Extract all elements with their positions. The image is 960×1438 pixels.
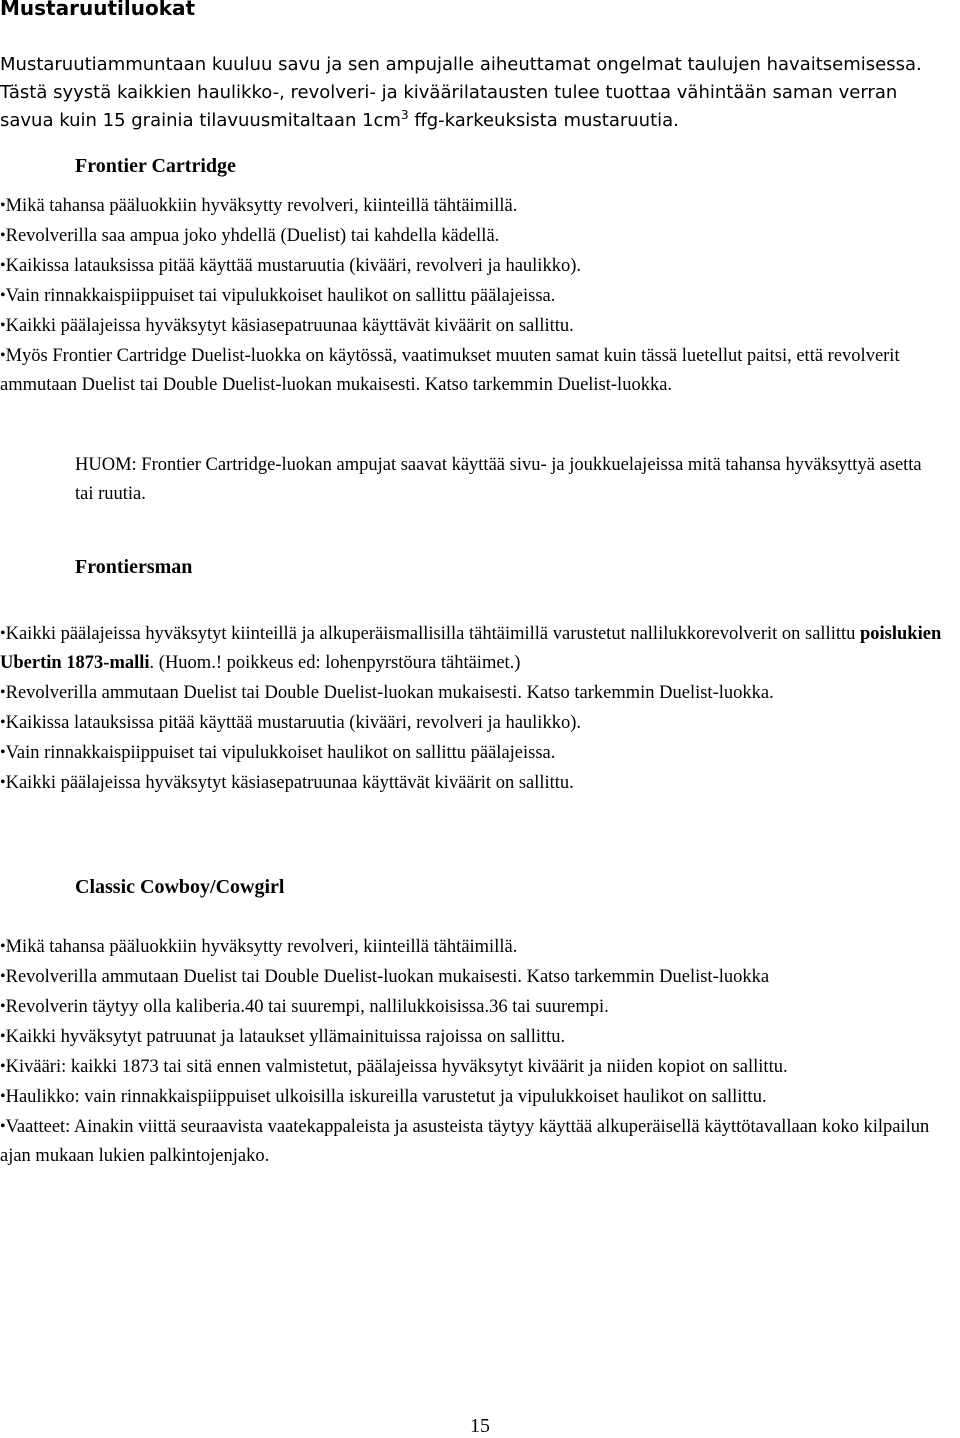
- list-item: [0, 251, 955, 281]
- list-item-text: Myös Frontier Cartridge Duelist-luokka on käytössä, vaatimukset muuten samat kuin tässä luetellut paitsi, että revolverit ammutaan Duelist tai Double Duelist-luokan mukaisesti. Katso tarkemmin Duelist-luokka.: [0, 346, 900, 395]
- intro-text-1: Mustaruutiammuntaan kuuluu savu ja sen ampujalle aiheuttamat ongelmat taulujen havaitsemisessa. Tästä syystä kaikkien haulikko-, revolveri- ja kiväärilatausten tulee tuottaa vähintään saman verran savua kuin 15 grainia tilavuusmitaltaan 1cm: [0, 54, 922, 131]
- bullet-icon: •: [0, 998, 6, 1015]
- page-number: 15: [470, 1415, 490, 1437]
- intro-paragraph: [0, 51, 955, 135]
- list-item: [0, 281, 955, 311]
- intro-superscript: 3: [400, 108, 409, 122]
- frontier-cartridge-list: [0, 191, 955, 400]
- bullet-icon: •: [0, 684, 6, 701]
- list-item: [0, 932, 955, 962]
- section-title-frontiersman: Frontiersman: [75, 556, 193, 578]
- list-item-text: Vain rinnakkaispiippuiset tai vipulukkoiset haulikot on sallittu päälajeissa.: [5, 743, 556, 763]
- list-item-text: Kaikissa latauksissa pitää käyttää mustaruutia (kivääri, revolveri ja haulikko).: [5, 713, 581, 733]
- list-item-text: Vaatteet: Ainakin viittä seuraavista vaatekappaleista ja asusteista täytyy käyttää alkuperäisellä käyttötavallaan koko kilpailun ajan mukaan lukien palkintojenjako.: [0, 1117, 930, 1166]
- list-item-text: Kaikki hyväksytyt patruunat ja lataukset yllämainituissa rajoissa on sallittu.: [5, 1027, 566, 1047]
- bullet-icon: •: [0, 774, 6, 791]
- list-item: [0, 992, 955, 1022]
- list-item: [0, 311, 955, 341]
- list-item: [0, 768, 955, 798]
- bullet-icon: •: [0, 317, 6, 334]
- list-item: [0, 191, 955, 221]
- list-item-text: Revolverin täytyy olla kaliberia.40 tai suurempi, nallilukkoisissa.36 tai suurempi.: [5, 997, 609, 1017]
- list-item-bold-text: poislukien Ubertin 1873-malli: [0, 624, 942, 673]
- list-item-text: Revolverilla ammutaan Duelist tai Double Duelist-luokan mukaisesti. Katso tarkemmin Duelist-luokka: [5, 967, 770, 987]
- list-item-text: Mikä tahansa pääluokkiin hyväksytty revolveri, kiinteillä tähtäimillä.: [5, 937, 518, 957]
- bullet-icon: •: [0, 197, 6, 214]
- list-item-text-before: Kaikki päälajeissa hyväksytyt kiinteillä ja alkuperäismallisilla tähtäimillä varustetut nallilukkorevolverit on sallittu: [5, 624, 860, 644]
- bullet-icon: •: [0, 347, 6, 364]
- list-item: [0, 962, 955, 992]
- bullet-icon: •: [0, 257, 6, 274]
- list-item-text: Vain rinnakkaispiippuiset tai vipulukkoiset haulikot on sallittu päälajeissa.: [5, 286, 556, 306]
- list-item: [0, 221, 955, 251]
- list-item: [0, 1022, 955, 1052]
- bullet-icon: •: [0, 714, 6, 731]
- page-heading: Mustaruutiluokat: [0, 0, 196, 20]
- bullet-icon: •: [0, 938, 6, 955]
- list-item: [0, 1112, 955, 1171]
- bullet-icon: •: [0, 744, 6, 761]
- list-item: [0, 1082, 955, 1112]
- bullet-icon: •: [0, 1058, 6, 1075]
- section-title-frontier-cartridge: Frontier Cartridge: [75, 155, 236, 177]
- bullet-icon: •: [0, 287, 6, 304]
- list-item-text: Kaikki päälajeissa hyväksytyt käsiasepatruunaa käyttävät kiväärit on sallittu.: [5, 773, 574, 793]
- intro-text-2: ffg-karkeuksista mustaruutia.: [408, 110, 679, 131]
- list-item-text: Mikä tahansa pääluokkiin hyväksytty revolveri, kiinteillä tähtäimillä.: [5, 196, 518, 216]
- list-item: [0, 738, 955, 768]
- section-title-classic-cowboy: Classic Cowboy/Cowgirl: [75, 876, 285, 898]
- bullet-icon: •: [0, 1088, 6, 1105]
- frontiersman-list: [0, 619, 955, 798]
- bullet-icon: •: [0, 968, 6, 985]
- classic-cowboy-list: [0, 932, 955, 1171]
- list-item: [0, 708, 955, 738]
- list-item: [0, 341, 955, 400]
- list-item-text: Haulikko: vain rinnakkaispiippuiset ulkoisilla iskureilla varustetut ja vipulukkoiset haulikot on sallittu.: [5, 1087, 767, 1107]
- list-item-text: Kaikissa latauksissa pitää käyttää mustaruutia (kivääri, revolveri ja haulikko).: [5, 256, 581, 276]
- list-item-text: Revolverilla ammutaan Duelist tai Double Duelist-luokan mukaisesti. Katso tarkemmin Duelist-luokka.: [5, 683, 774, 703]
- list-item-text: Revolverilla saa ampua joko yhdellä (Duelist) tai kahdella kädellä.: [5, 226, 500, 246]
- bullet-icon: •: [0, 1028, 6, 1045]
- frontier-cartridge-note: HUOM: Frontier Cartridge-luokan ampujat saavat käyttää sivu- ja joukkuelajeissa mitä tahansa hyväksyttyä asetta tai ruutia.: [75, 455, 922, 504]
- bullet-icon: •: [0, 227, 6, 244]
- bullet-icon: •: [0, 625, 6, 642]
- list-item: [0, 1052, 955, 1082]
- bullet-icon: •: [0, 1118, 6, 1135]
- list-item-text: Kivääri: kaikki 1873 tai sitä ennen valmistetut, päälajeissa hyväksytyt kiväärit ja niiden kopiot on sallittu.: [5, 1057, 788, 1077]
- list-item: [0, 619, 955, 678]
- list-item-text-after: . (Huom.! poikkeus ed: lohenpyrstöura tähtäimet.): [149, 653, 521, 673]
- list-item-text: Kaikki päälajeissa hyväksytyt käsiasepatruunaa käyttävät kiväärit on sallittu.: [5, 316, 574, 336]
- list-item: [0, 678, 955, 708]
